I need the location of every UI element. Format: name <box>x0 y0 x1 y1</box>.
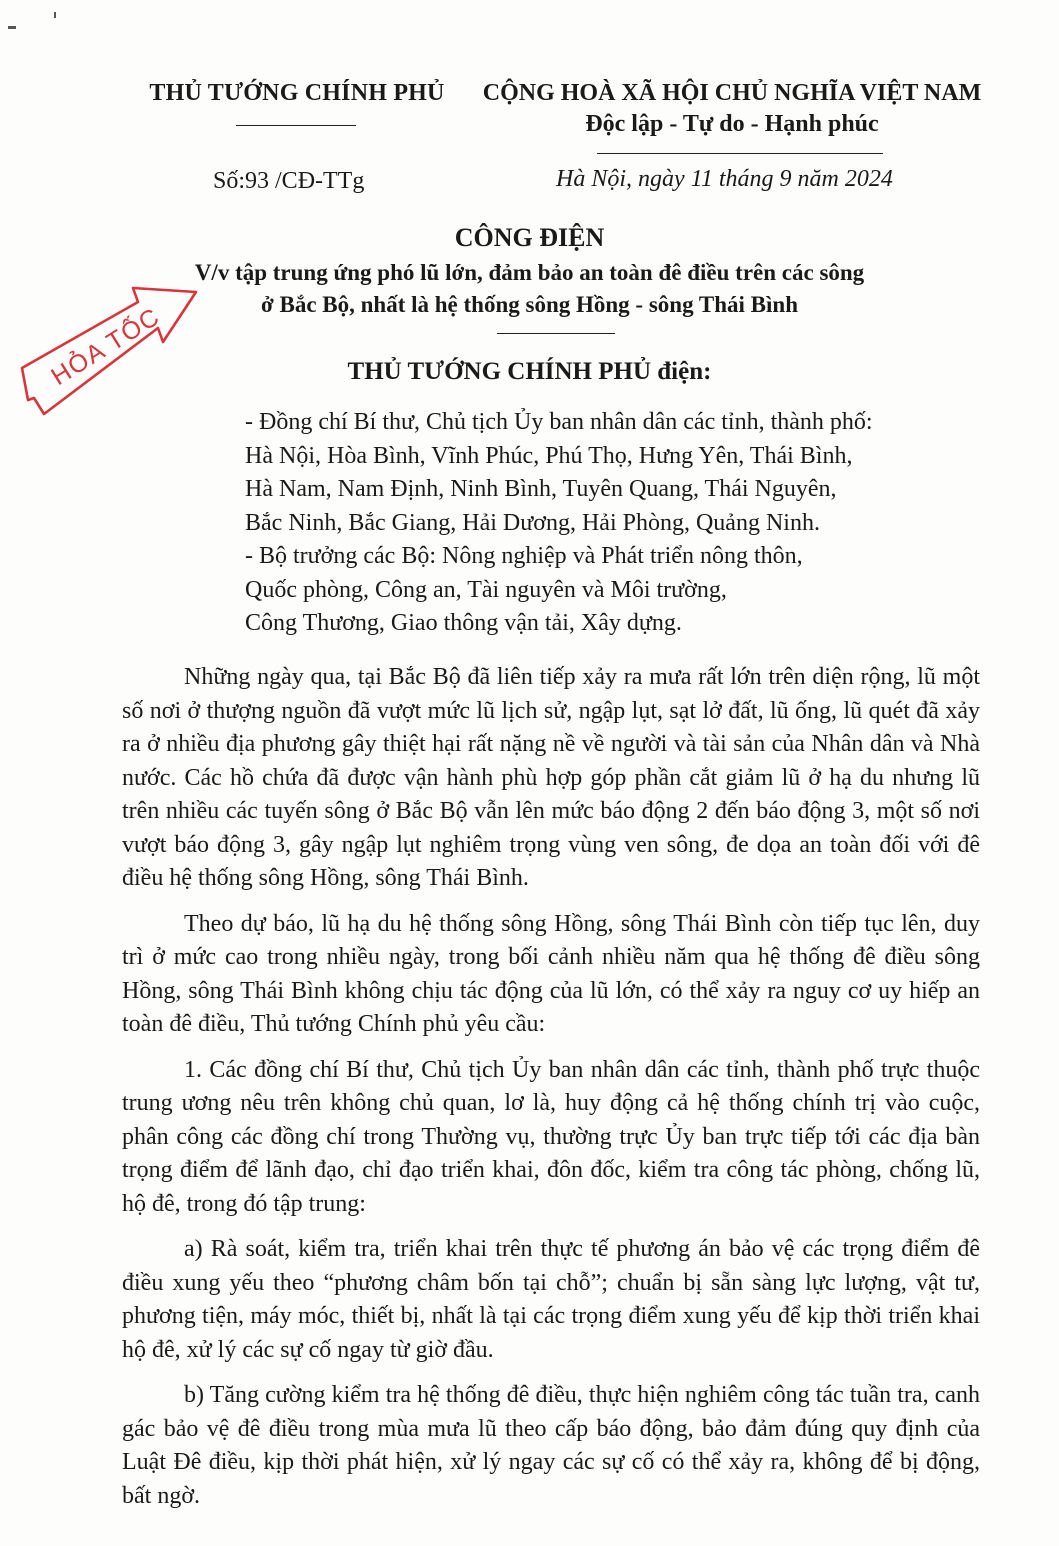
subject-underline <box>497 333 615 334</box>
addressee-line: Hà Nam, Nam Định, Ninh Bình, Tuyên Quang, Thái Nguyên, <box>245 476 837 502</box>
body-paragraph: Theo dự báo, lũ hạ du hệ thống sông Hồng, sông Thái Bình còn tiếp tục lên, duy trì ở mức cao trong nhiều ngày, trong bối cảnh nhiều năm qua hệ thống đê điều sông Hồng, sông Thái Bình không chịu tác động của lũ lớn, có thể xảy ra nguy cơ uy hiếp an toàn đê điều, Thủ tướng Chính phủ yêu cầu: <box>122 910 980 1037</box>
national-motto: Độc lập - Tự do - Hạnh phúc <box>585 111 879 137</box>
issuer-underline <box>236 125 356 126</box>
body-paragraph: 1. Các đồng chí Bí thư, Chủ tịch Ủy ban nhân dân các tỉnh, thành phố trực thuộc trung ương nêu trên không chủ quan, lơ là, huy động cả hệ thống chính trị vào cuộc, phân công các đồng chí trong Thường vụ, thường trực Ủy ban trực tiếp tới các địa bàn trọng điểm để lãnh đạo, chỉ đạo triển khai, đôn đốc, kiểm tra công tác phòng, chống lũ, hộ đê, trong đó tập trung: <box>122 1056 980 1217</box>
addressee-line: Quốc phòng, Công an, Tài nguyên và Môi trường, <box>245 576 727 603</box>
addressee-line: - Bộ trưởng các Bộ: Nông nghiệp và Phát triển nông thôn, <box>245 543 803 569</box>
body-paragraph: Những ngày qua, tại Bắc Bộ đã liên tiếp xảy ra mưa rất lớn trên diện rộng, lũ một số nơi ở thượng nguồn đã vượt mức lũ lịch sử, ngập lụt, sạt lở đất, lũ ống, lũ quét đã xảy ra ở nhiều địa phương gây thiệt hại rất nặng nề về người và tài sản của Nhân dân và Nhà nước. Các hồ chứa đã được vận hành phù hợp góp phần cắt giảm lũ ở hạ du nhưng lũ trên nhiều các tuyến sông ở Bắc Bộ vẫn lên mức báo động 2 đến báo động 3, một số nơi vượt báo động 3, gây ngập lụt nghiêm trọng vùng ven sông, đe dọa an toàn đối với đê điều hệ thống sông Hồng, sông Thái Bình. <box>122 664 980 891</box>
motto-underline <box>597 153 883 154</box>
sender-line: THỦ TƯỚNG CHÍNH PHỦ điện: <box>347 358 712 385</box>
scan-mark <box>54 12 56 18</box>
addressee-line: Hà Nội, Hòa Bình, Vĩnh Phúc, Phú Thọ, Hưng Yên, Thái Bình, <box>245 442 853 469</box>
issuer-heading: THỦ TƯỚNG CHÍNH PHỦ <box>149 80 445 106</box>
document-body <box>122 661 980 1513</box>
addressee-list <box>245 406 873 641</box>
subject-line-1: V/v tập trung ứng phó lũ lớn, đảm bảo an toàn đê điều trên các sông <box>194 260 865 285</box>
document-type: CÔNG ĐIỆN <box>454 223 605 252</box>
subject-line-2: ở Bắc Bộ, nhất là hệ thống sông Hồng - sông Thái Bình <box>261 292 798 317</box>
document-number: Số:93 /CĐ-TTg <box>213 168 365 194</box>
addressee-line: Bắc Ninh, Bắc Giang, Hải Dương, Hải Phòng, Quảng Ninh. <box>245 509 820 536</box>
body-paragraph: b) Tăng cường kiểm tra hệ thống đê điều, thực hiện nghiêm công tác tuần tra, canh gác bảo vệ đê điều trong mùa mưa lũ theo cấp báo động, bảo đảm đúng quy định của Luật Đê điều, kịp thời phát hiện, xử lý ngay các sự cố có thể xảy ra, không để bị động, bất ngờ. <box>122 1382 980 1509</box>
body-paragraph: a) Rà soát, kiểm tra, triển khai trên thực tế phương án bảo vệ các trọng điểm đê điều xung yếu theo “phương châm bốn tại chỗ”; chuẩn bị sẵn sàng lực lượng, vật tư, phương tiện, máy móc, thiết bị, nhất là tại các trọng điểm xung yếu để kịp thời triển khai hộ đê, xử lý các sự cố ngay từ giờ đầu. <box>122 1236 980 1363</box>
scan-mark <box>8 26 16 29</box>
addressee-line: Công Thương, Giao thông vận tải, Xây dựng. <box>245 610 682 636</box>
place-date: Hà Nội, ngày 11 tháng 9 năm 2024 <box>556 166 893 192</box>
country-name: CỘNG HOÀ XÃ HỘI CHỦ NGHĨA VIỆT NAM <box>482 80 982 106</box>
urgent-stamp <box>18 280 218 430</box>
national-heading <box>462 80 1002 138</box>
stamp-text: HỎA TỐC <box>46 302 166 392</box>
addressee-line: - Đồng chí Bí thư, Chủ tịch Ủy ban nhân dân các tỉnh, thành phố: <box>245 409 873 435</box>
